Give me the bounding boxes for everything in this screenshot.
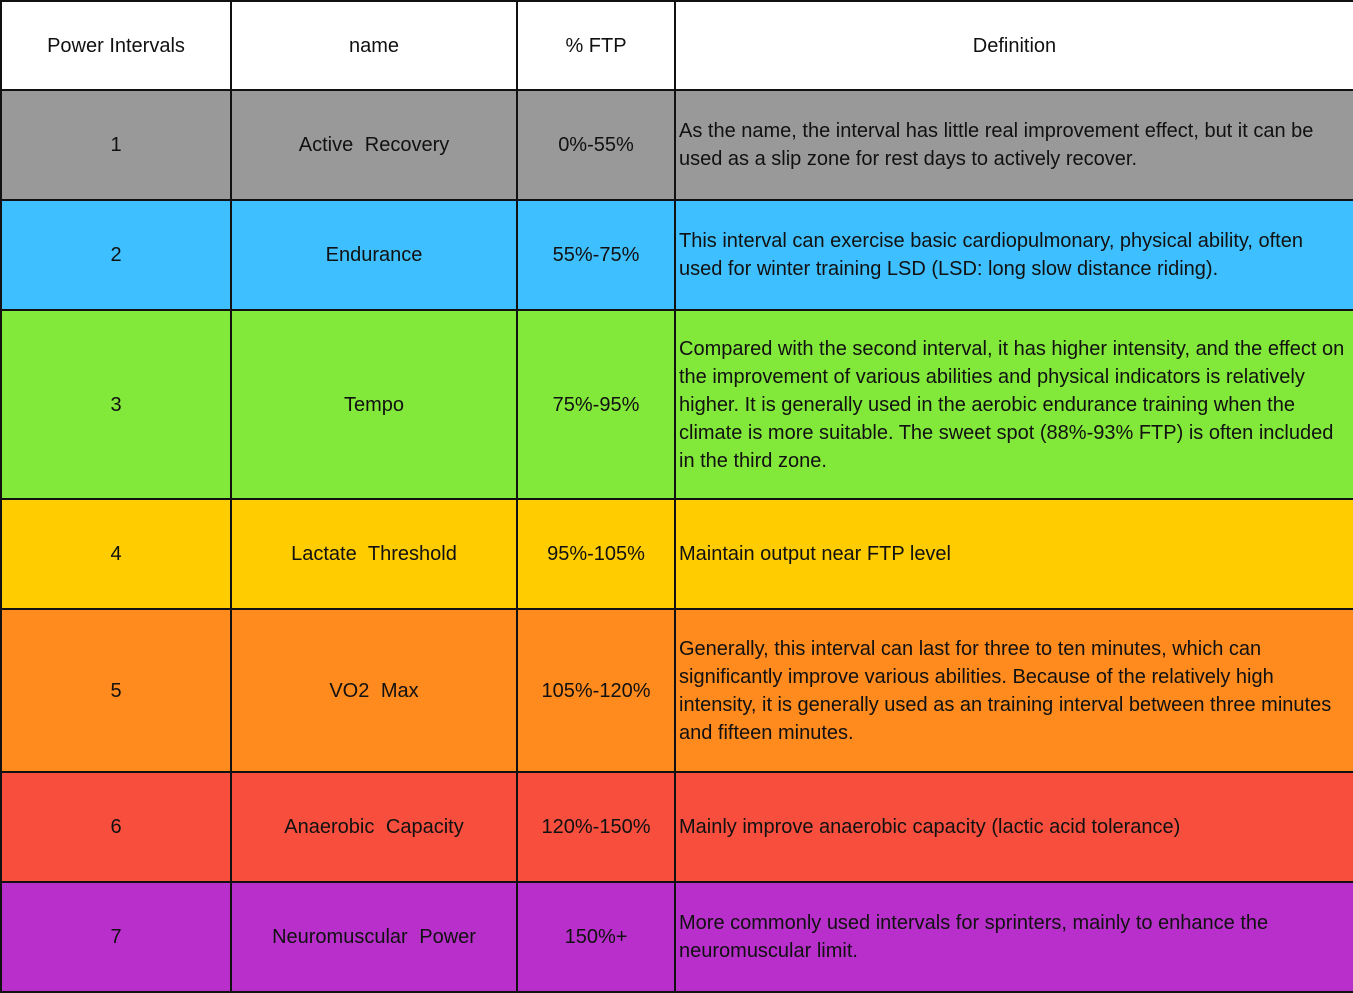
table-row	[1, 499, 1353, 609]
table-row	[1, 90, 1353, 200]
header-definition: Definition	[675, 1, 1353, 90]
ftp-cell: 95%-105%	[517, 499, 675, 609]
ftp-cell: 150%+	[517, 882, 675, 992]
definition-cell: Compared with the second interval, it has higher intensity, and the effect on the improvement of various abilities and physical indicators is relatively higher. It is generally used in the aerobic endurance training when the climate is more suitable. The sweet spot (88%-93% FTP) is often included in the third zone.	[675, 310, 1353, 499]
interval-cell: 3	[1, 310, 231, 499]
name-cell: Active Recovery	[231, 90, 517, 200]
ftp-cell: 75%-95%	[517, 310, 675, 499]
definition-cell: As the name, the interval has little real improvement effect, but it can be used as a slip zone for rest days to actively recover.	[675, 90, 1353, 200]
table-row	[1, 310, 1353, 499]
header-ftp: % FTP	[517, 1, 675, 90]
name-cell: Lactate Threshold	[231, 499, 517, 609]
definition-cell: This interval can exercise basic cardiopulmonary, physical ability, often used for winter training LSD (LSD: long slow distance riding).	[675, 200, 1353, 310]
ftp-cell: 105%-120%	[517, 609, 675, 772]
definition-cell: Generally, this interval can last for three to ten minutes, which can significantly improve various abilities. Because of the relatively high intensity, it is generally used as an training interval between three minutes and fifteen minutes.	[675, 609, 1353, 772]
name-cell: VO2 Max	[231, 609, 517, 772]
interval-cell: 2	[1, 200, 231, 310]
ftp-cell: 0%-55%	[517, 90, 675, 200]
name-cell: Neuromuscular Power	[231, 882, 517, 992]
table-row	[1, 609, 1353, 772]
name-cell: Tempo	[231, 310, 517, 499]
interval-cell: 1	[1, 90, 231, 200]
header-name: name	[231, 1, 517, 90]
definition-cell: Mainly improve anaerobic capacity (lactic acid tolerance)	[675, 772, 1353, 882]
definition-cell: More commonly used intervals for sprinters, mainly to enhance the neuromuscular limit.	[675, 882, 1353, 992]
header-row	[1, 1, 1353, 90]
ftp-cell: 55%-75%	[517, 200, 675, 310]
interval-cell: 5	[1, 609, 231, 772]
header-power-intervals: Power Intervals	[1, 1, 231, 90]
name-cell: Anaerobic Capacity	[231, 772, 517, 882]
table-row	[1, 772, 1353, 882]
definition-cell: Maintain output near FTP level	[675, 499, 1353, 609]
interval-cell: 4	[1, 499, 231, 609]
name-cell: Endurance	[231, 200, 517, 310]
table-row	[1, 882, 1353, 992]
table-row	[1, 200, 1353, 310]
interval-cell: 6	[1, 772, 231, 882]
interval-cell: 7	[1, 882, 231, 992]
ftp-cell: 120%-150%	[517, 772, 675, 882]
